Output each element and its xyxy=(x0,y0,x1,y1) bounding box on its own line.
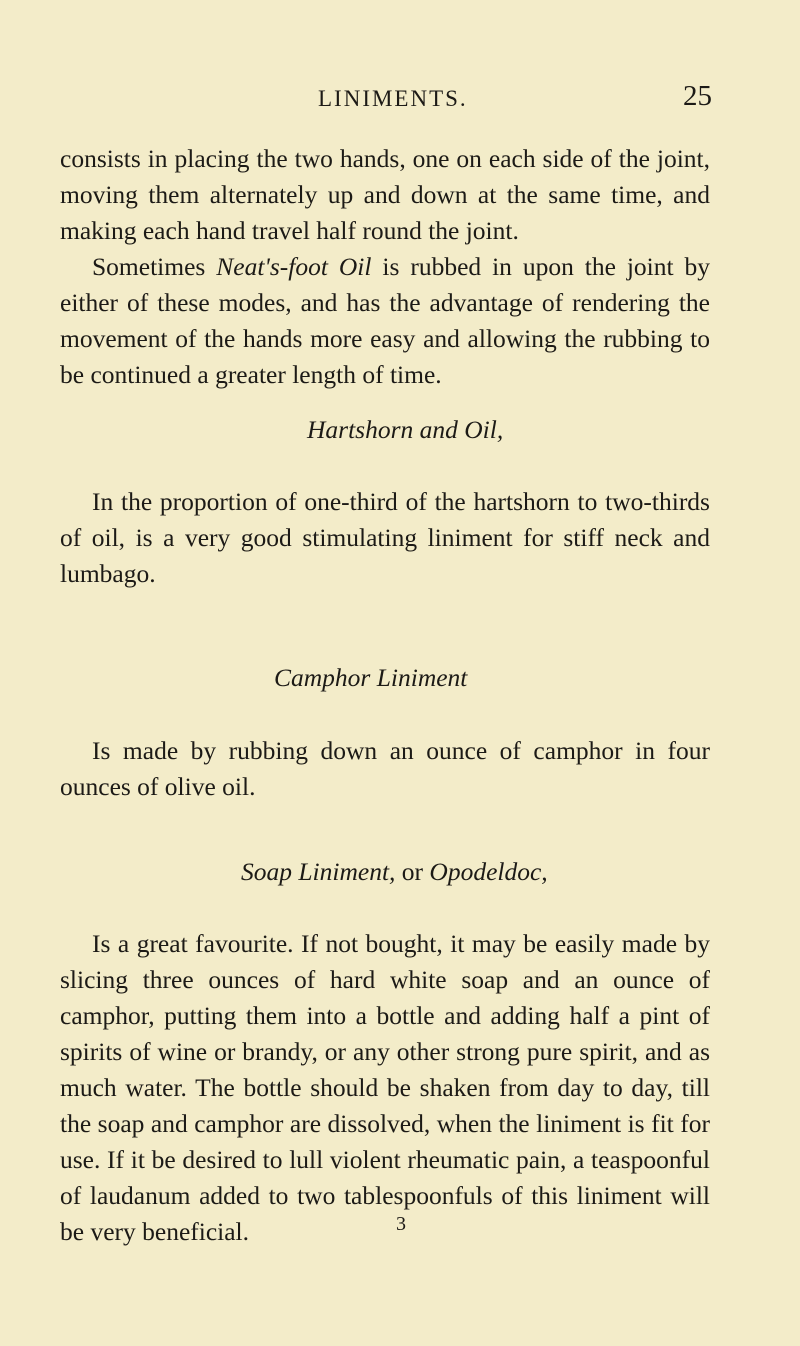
heading-part: Opodeldoc, xyxy=(429,857,548,886)
paragraph-text: is rubbed in upon the joint by either of these modes, and has the advantage of rendering the movement of the hands more easy and allowing the rubbing to be continued a greater length of time. xyxy=(60,252,710,389)
paragraph xyxy=(60,249,710,393)
running-title: LINIMENTS. xyxy=(318,86,468,111)
paragraph: Is a great favourite. If not bought, it may be easily made by slicing three ounces of hard white soap and an ounce of camphor, putting them into a bottle and adding half a pint of spirits of wine or brandy, or any other strong pure spirit, and as much water. The bottle should be shaken from day to day, till the soap and camphor are dissolved, when the liniment is fit for use. If it be desired to lull violent rheumatic pain, a teaspoonful of laudanum added to two tablespoonfuls of this liniment will be very beneficial. xyxy=(60,929,710,1246)
paragraph-text: Sometimes xyxy=(92,252,217,281)
section-heading xyxy=(241,857,548,887)
signature-mark: 3 xyxy=(396,1213,406,1235)
heading-connector: or xyxy=(395,857,430,886)
italic-term: Neat's-foot Oil xyxy=(216,252,372,281)
section-body xyxy=(60,926,710,1250)
paragraph: Is made by rubbing down an ounce of camphor in four ounces of olive oil. xyxy=(60,736,710,801)
paragraph: consists in placing the two hands, one on each side of the joint, moving them alternately up and down at the same time, and making each hand travel half round the joint. xyxy=(60,144,710,245)
heading-part: Soap Liniment, xyxy=(241,857,396,886)
section-body xyxy=(60,484,710,592)
opening-text xyxy=(60,141,710,393)
paragraph: In the proportion of one-third of the hartshorn to two-thirds of oil, is a very good stimulating liniment for stiff neck and lumbago. xyxy=(60,487,710,588)
section-heading: Camphor Liniment xyxy=(274,663,468,692)
section-body xyxy=(60,733,710,805)
section-heading: Hartshorn and Oil, xyxy=(307,415,504,444)
page-number: 25 xyxy=(683,80,712,112)
